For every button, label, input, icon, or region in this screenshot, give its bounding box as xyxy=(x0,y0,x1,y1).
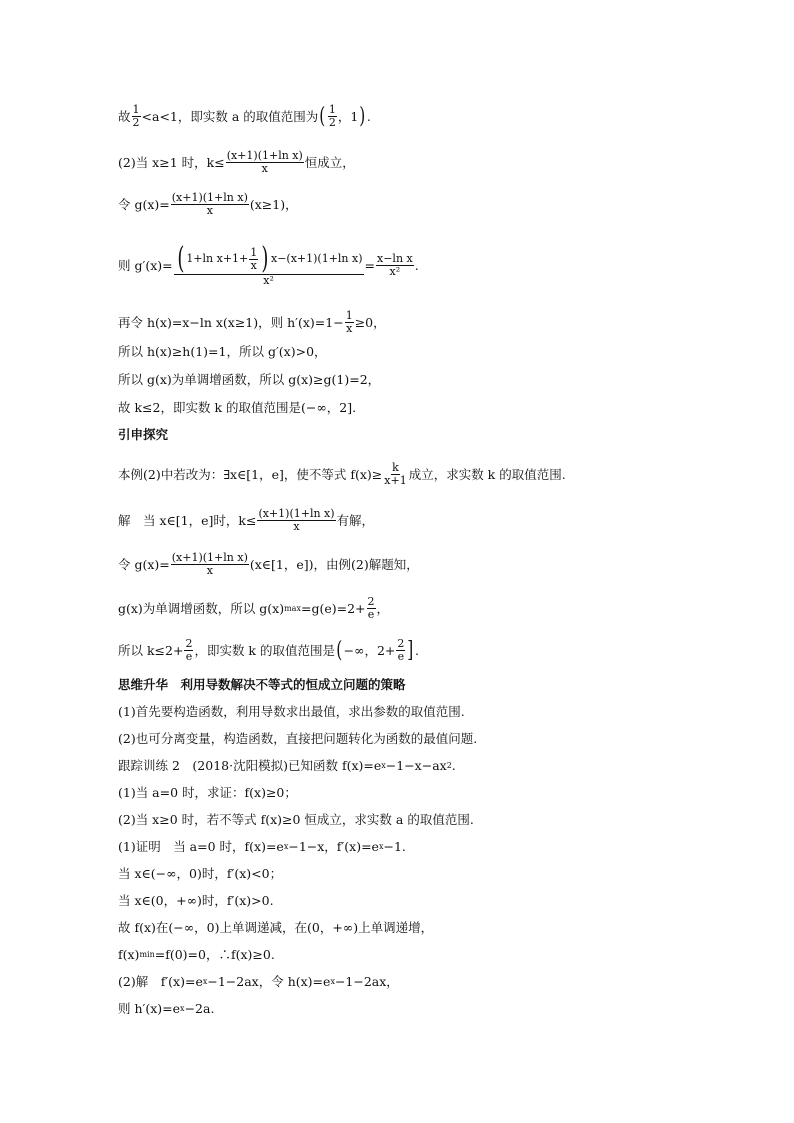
line-22: 当 x∈(−∞，0)时，f′(x)<0； xyxy=(118,866,283,881)
fraction: $\frac{1}{2}$ xyxy=(328,103,336,129)
line-27: 则 h′(x)=e x −2a. xyxy=(118,1001,215,1016)
fraction: $\frac{\text{(x+1)(1+ln x)}}{x}$ xyxy=(226,149,303,175)
derivative-fraction: ( 1+ln x+1+ $\frac{1}{x}$ ) x−(x+1)(1+ln x) x² xyxy=(174,244,364,287)
line-11: 解 当 x∈[1，e]时，k≤ $\frac{\text{(x+1)(1+ln x)}}{x}$ 有解， xyxy=(118,507,375,533)
line-4: 则 g′(x)= ( 1+ln x+1+ $\frac{1}{x}$ ) x−(x+1)(1+ln x) x² = $\frac{\text{x−ln x}}{\text{x²}}$ . xyxy=(118,241,419,287)
line-10: 本例(2)中若改为：∃x∈[1，e]，使不等式 f(x)≥ $\frac{k}{x+1}$ 成立，求实数 k 的取值范围. xyxy=(118,461,566,487)
line-14: 所以 k≤2+ $\frac{2}{e}$ ，即实数 k 的取值范围是 ( −∞，2+ $\frac{2}{e}$ ] . xyxy=(118,637,419,663)
line-7: 所以 g(x)为单调增函数，所以 g(x)≥g(1)=2， xyxy=(118,372,381,387)
line-13: g(x)为单调增函数，所以 g(x) max =g(e)=2+ $\frac{2}{e}$ ， xyxy=(118,595,390,621)
line-21: (1)证明 当 a=0 时，f(x)=e x −1−x，f′(x)=e x −1. xyxy=(118,839,406,854)
section-heading: 引申探究 xyxy=(118,427,169,442)
fraction: $\frac{\text{(x+1)(1+ln x)}}{x}$ xyxy=(258,507,335,533)
line-18: 跟踪训练 2 (2018·沈阳模拟)已知函数 f(x)=e x −1−x−ax 2 . xyxy=(118,758,456,773)
line-1: 故 $\frac{1}{2}$ <a<1，即实数 a 的取值范围为 ( $\frac{1}{2}$ ，1 ) . xyxy=(118,103,371,129)
line-25: f(x) min =f(0)=0，∴f(x)≥0. xyxy=(118,947,275,962)
strategy-heading: 思维升华 利用导数解决不等式的恒成立问题的策略 xyxy=(118,677,406,692)
fraction: $\frac{1}{x}$ xyxy=(345,309,353,335)
line-17: (2)也可分离变量，构造函数，直接把问题转化为函数的最值问题. xyxy=(118,731,478,746)
line-23: 当 x∈(0，+∞)时，f′(x)>0. xyxy=(118,893,274,908)
line-24: 故 f(x)在(−∞，0)上单调递减，在(0，+∞)上单调递增， xyxy=(118,920,434,935)
line-5: 再令 h(x)=x−ln x(x≥1)，则 h′(x)=1− $\frac{1}{x}$ ≥0， xyxy=(118,309,386,335)
line-20: (2)当 x≥0 时，若不等式 f(x)≥0 恒成立，求实数 a 的取值范围. xyxy=(118,812,474,827)
line-6: 所以 h(x)≥h(1)=1，所以 g′(x)>0， xyxy=(118,344,327,359)
line-8: 故 k≤2，即实数 k 的取值范围是(−∞，2]. xyxy=(118,400,357,415)
line-19: (1)当 a=0 时，求证：f(x)≥0； xyxy=(118,785,297,800)
fraction: $\frac{\text{x−ln x}}{\text{x²}}$ xyxy=(377,252,413,278)
fraction: $\frac{2}{e}$ xyxy=(397,637,405,663)
fraction: $\frac{\text{(x+1)(1+ln x)}}{x}$ xyxy=(171,191,248,217)
fraction: $\frac{\text{(x+1)(1+ln x)}}{x}$ xyxy=(171,551,248,577)
line-3: 令 g(x)= $\frac{\text{(x+1)(1+ln x)}}{x}$ (x≥1)， xyxy=(118,191,298,217)
line-12: 令 g(x)= $\frac{\text{(x+1)(1+ln x)}}{x}$ (x∈[1，e])，由例(2)解题知， xyxy=(118,551,419,577)
line-16: (1)首先要构造函数，利用导数求出最值，求出参数的取值范围. xyxy=(118,704,465,719)
line-2: (2)当 x≥1 时，k≤ $\frac{\text{(x+1)(1+ln x)}}{x}$ 恒成立， xyxy=(118,149,355,175)
fraction: $\frac{1}{2}$ xyxy=(132,103,140,129)
fraction: $\frac{2}{e}$ xyxy=(367,595,375,621)
fraction: $\frac{k}{x+1}$ xyxy=(384,461,407,487)
fraction: $\frac{2}{e}$ xyxy=(185,637,193,663)
line-26: (2)解 f′(x)=e x −1−2ax，令 h(x)=e x −1−2ax， xyxy=(118,974,399,989)
